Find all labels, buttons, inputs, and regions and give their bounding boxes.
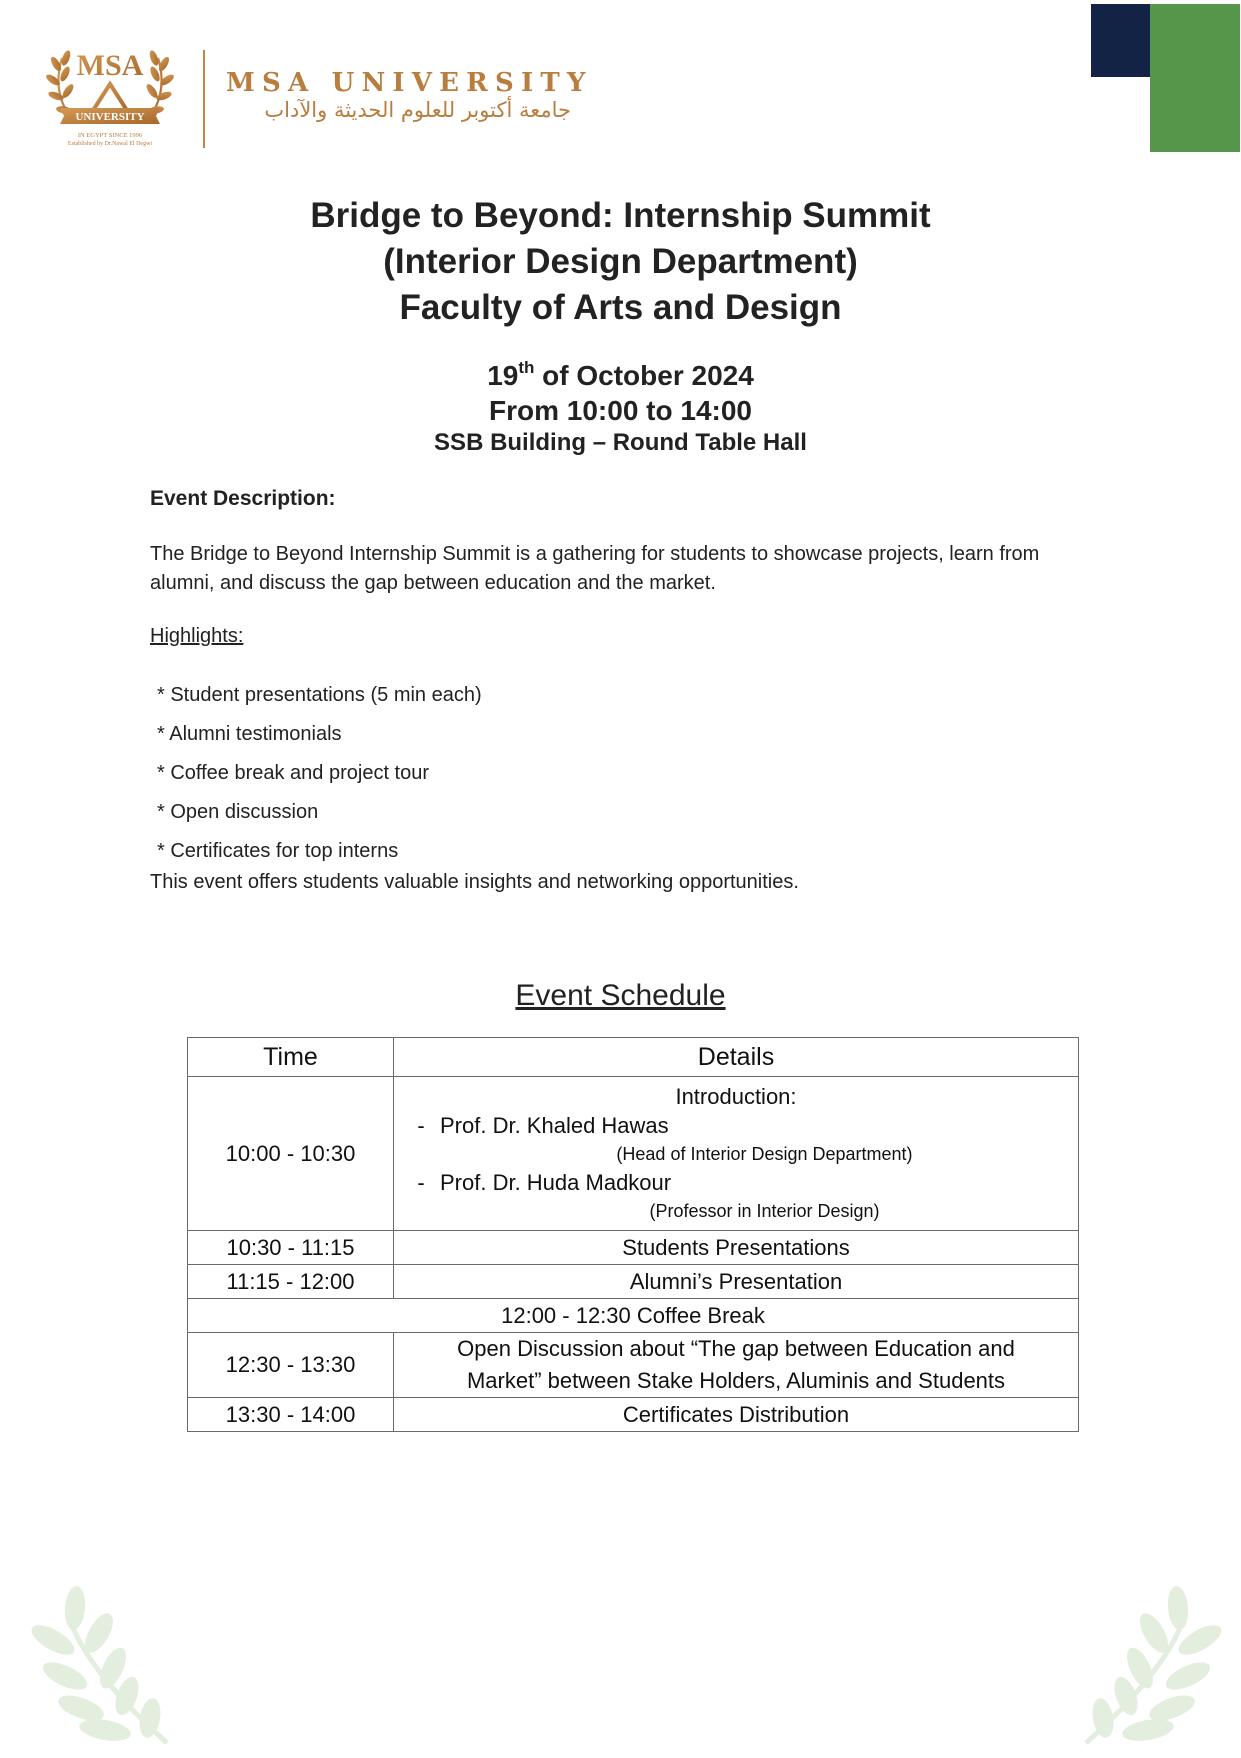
speaker-name: Prof. Dr. Khaled Hawas [440, 1113, 669, 1138]
schedule-table [187, 1037, 1079, 1432]
brand-name-english: MSA UNIVERSITY [226, 68, 593, 98]
svg-text:IN EGYPT SINCE 1996: IN EGYPT SINCE 1996 [77, 132, 143, 139]
table-row [188, 1398, 1079, 1432]
svg-text:UNIVERSITY: UNIVERSITY [75, 111, 145, 123]
highlight-item: * Coffee break and project tour [157, 762, 430, 784]
time-cell: 13:30 - 14:00 [188, 1398, 394, 1432]
university-logo [46, 44, 174, 152]
column-header-time: Time [188, 1038, 394, 1077]
corner-block-navy [1091, 4, 1150, 77]
closing-statement: This event offers students valuable insights and networking opportunities. [150, 871, 799, 893]
event-venue: SSB Building – Round Table Hall [434, 429, 807, 456]
speaker-item [394, 1111, 1078, 1140]
laurel-wreath-logo-icon [46, 44, 174, 152]
description-paragraph: The Bridge to Beyond Internship Summit is a gathering for students to showcase projects, learn from alumni, and discuss the gap between education and the market. [150, 543, 1040, 594]
schedule-heading: Event Schedule [515, 979, 726, 1012]
dash-bullet: - [417, 1113, 425, 1138]
svg-text:MSA: MSA [76, 49, 144, 82]
event-time: From 10:00 to 14:00 [489, 395, 752, 426]
speaker-item [394, 1168, 1078, 1197]
logo-divider [203, 50, 205, 148]
speaker-role: (Head of Interior Design Department) [616, 1144, 913, 1164]
table-row [188, 1077, 1079, 1231]
details-line: Open Discussion about “The gap between Education and [457, 1336, 1015, 1361]
time-cell: 10:30 - 11:15 [188, 1231, 394, 1265]
corner-block-green [1150, 4, 1240, 152]
table-row-coffee-break [188, 1299, 1079, 1333]
description-heading: Event Description: [150, 487, 336, 510]
details-cell: Students Presentations [394, 1231, 1079, 1265]
highlight-item: * Student presentations (5 min each) [157, 684, 482, 706]
table-row [188, 1231, 1079, 1265]
event-date [0, 358, 1241, 394]
time-cell: 12:30 - 13:30 [188, 1333, 394, 1398]
highlights-heading: Highlights: [150, 625, 244, 647]
details-cell [394, 1077, 1079, 1231]
merged-cell: 12:00 - 12:30 Coffee Break [188, 1299, 1079, 1333]
time-cell: 10:00 - 10:30 [188, 1077, 394, 1231]
page-title [0, 193, 1241, 331]
dash-bullet: - [417, 1170, 425, 1195]
table-row [188, 1265, 1079, 1299]
details-cell: Alumni’s Presentation [394, 1265, 1079, 1299]
details-line: Market” between Stake Holders, Aluminis and Students [466, 1368, 1006, 1393]
title-line-1: Bridge to Beyond: Internship Summit [310, 196, 931, 235]
intro-label: Introduction: [675, 1084, 797, 1109]
svg-text:Established by Dr.Nawal El Deg: Established by Dr.Nawal El Degwi [67, 141, 153, 147]
time-cell: 11:15 - 12:00 [188, 1265, 394, 1299]
table-header-row [188, 1038, 1079, 1077]
speaker-role: (Professor in Interior Design) [649, 1201, 880, 1221]
highlight-item: * Certificates for top interns [157, 840, 399, 862]
olive-branch-icon [1078, 1578, 1228, 1753]
date-suffix: th [518, 357, 535, 377]
title-line-3: Faculty of Arts and Design [399, 288, 842, 327]
table-row [188, 1333, 1079, 1398]
title-line-2: (Interior Design Department) [383, 242, 858, 281]
details-cell [394, 1333, 1079, 1398]
date-day: 19 [487, 360, 519, 391]
brand-name-arabic: جامعة أكتوبر للعلوم الحديثة والآداب [264, 98, 571, 122]
highlight-item: * Alumni testimonials [157, 723, 342, 745]
highlight-item: * Open discussion [157, 801, 319, 823]
highlights-list [157, 676, 482, 871]
column-header-details: Details [394, 1038, 1079, 1077]
date-month-year: of October 2024 [534, 360, 754, 391]
details-cell: Certificates Distribution [394, 1398, 1079, 1432]
speaker-name: Prof. Dr. Huda Madkour [440, 1170, 672, 1195]
olive-branch-icon [25, 1578, 175, 1753]
